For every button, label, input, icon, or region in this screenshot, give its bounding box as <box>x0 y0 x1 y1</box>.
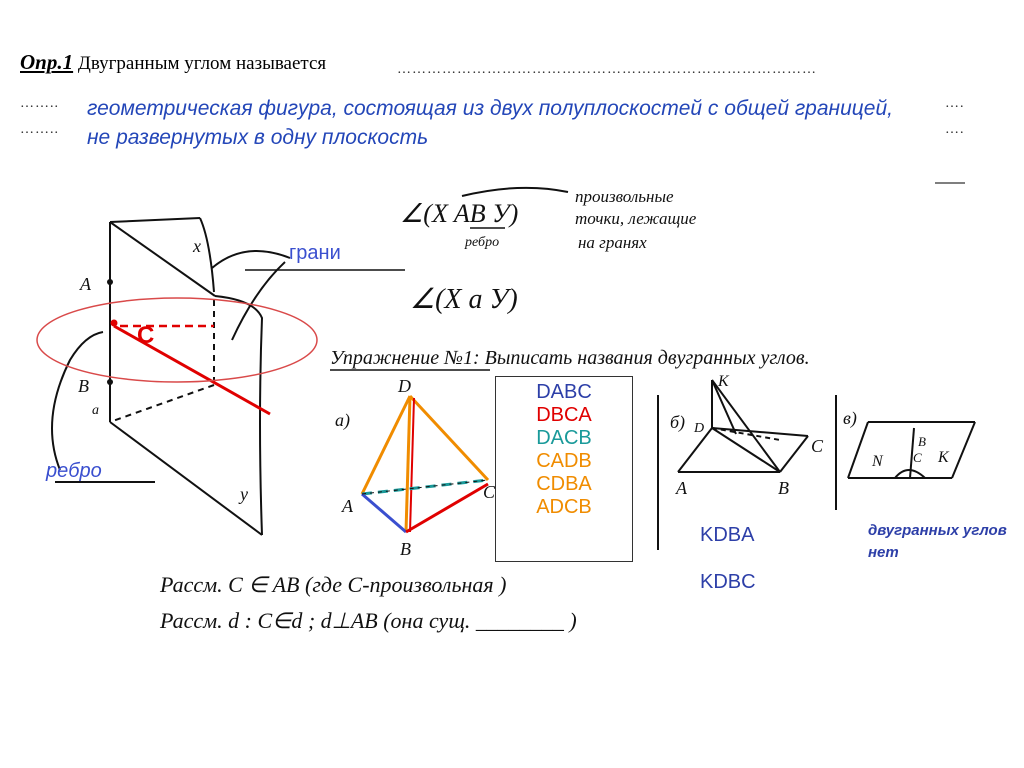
faces-arrow-1 <box>212 251 290 268</box>
answer-b-2: KDBC <box>700 571 756 593</box>
definition-text: геометрическая фигура, состоящая из двух полуплоскостей с общей границей, не развернутых в одну плоскость <box>87 97 893 149</box>
tetra-label-a: A <box>342 496 353 516</box>
face-bottom <box>110 422 262 535</box>
label-c: C <box>137 322 155 349</box>
notation-note-2: точки, лежащие <box>575 209 697 228</box>
label-a: A <box>80 274 91 294</box>
fig-c-label-k: K <box>938 449 949 466</box>
dots-right-2: …. <box>945 122 965 137</box>
point-a-dot <box>107 279 113 285</box>
highlight-ellipse <box>37 298 317 382</box>
face2-top <box>110 218 200 222</box>
fig-c-label-b: B <box>918 434 926 449</box>
fig-b-label-b: B <box>778 478 789 498</box>
answer-item: ADCB <box>536 496 592 518</box>
edge-arrow <box>52 332 103 470</box>
note-line-2: Рассм. d : C∈d ; d⊥AB (она сущ. ________ ) <box>160 608 577 633</box>
label-b: B <box>78 376 89 396</box>
face2-right <box>200 218 214 292</box>
definition-label: Опр.1 <box>20 50 74 74</box>
exercise-title: Упражнение №1: Выписать названия двугранных углов. <box>330 347 810 369</box>
definition-heading-text: Двугранным углом называется <box>77 53 327 74</box>
face1-right <box>215 296 262 535</box>
label-x: x <box>193 236 201 256</box>
hidden-bottom <box>110 385 214 422</box>
note-line-1: Рассм. C ∈ AB (где C-произвольная ) <box>160 572 507 597</box>
notation-note-1: произвольные <box>575 187 674 206</box>
dots-left-1: …….. <box>20 96 59 111</box>
notation-edge-note: ребро <box>465 235 500 250</box>
faces-label: грани <box>289 242 341 264</box>
label-line-a: a <box>92 403 99 418</box>
answer-item: DBCA <box>536 404 592 426</box>
notation-form2: ∠(X a У) <box>410 284 518 315</box>
label-y: y <box>240 484 248 504</box>
point-c-dot <box>111 320 118 327</box>
answer-item: CADB <box>536 450 592 472</box>
point-b-dot <box>107 379 113 385</box>
tetra-label-d: D <box>398 376 411 396</box>
notation-note-3: на гранях <box>578 233 647 252</box>
answer-c: двугранных углов нет <box>868 522 1007 561</box>
notation-form1: ∠(X AB У) <box>400 199 519 228</box>
fig-b-label-d: D <box>694 421 705 436</box>
fig-c-label-c: C <box>913 450 922 465</box>
tetrahedron <box>362 396 488 532</box>
fig-b-label-a: A <box>676 478 687 498</box>
answer-item: DABC <box>536 381 592 403</box>
fig-c-label-n: N <box>872 453 883 470</box>
part-c-label: в) <box>843 408 857 428</box>
answer-item: CDBA <box>536 473 592 495</box>
figure-c <box>848 422 975 478</box>
fig-b-label-k: K <box>718 373 729 390</box>
tetra-label-b: B <box>400 539 411 559</box>
fig-b-label-c: C <box>811 436 824 456</box>
answer-b-1: KDBA <box>700 524 755 546</box>
notation-arrow <box>462 188 568 196</box>
dots-line-1: ………………………………………………………………………… <box>397 62 817 77</box>
edge-label: ребро <box>46 460 102 482</box>
part-b-label: б) <box>670 412 686 432</box>
dots-left-2: …….. <box>20 122 59 137</box>
answers-box <box>495 376 633 562</box>
face1-top <box>110 222 215 296</box>
tetra-label-c: C <box>483 482 496 502</box>
part-a-label: а) <box>335 410 350 430</box>
answer-item: DACB <box>536 427 592 449</box>
dots-right-1: …. <box>945 96 965 111</box>
